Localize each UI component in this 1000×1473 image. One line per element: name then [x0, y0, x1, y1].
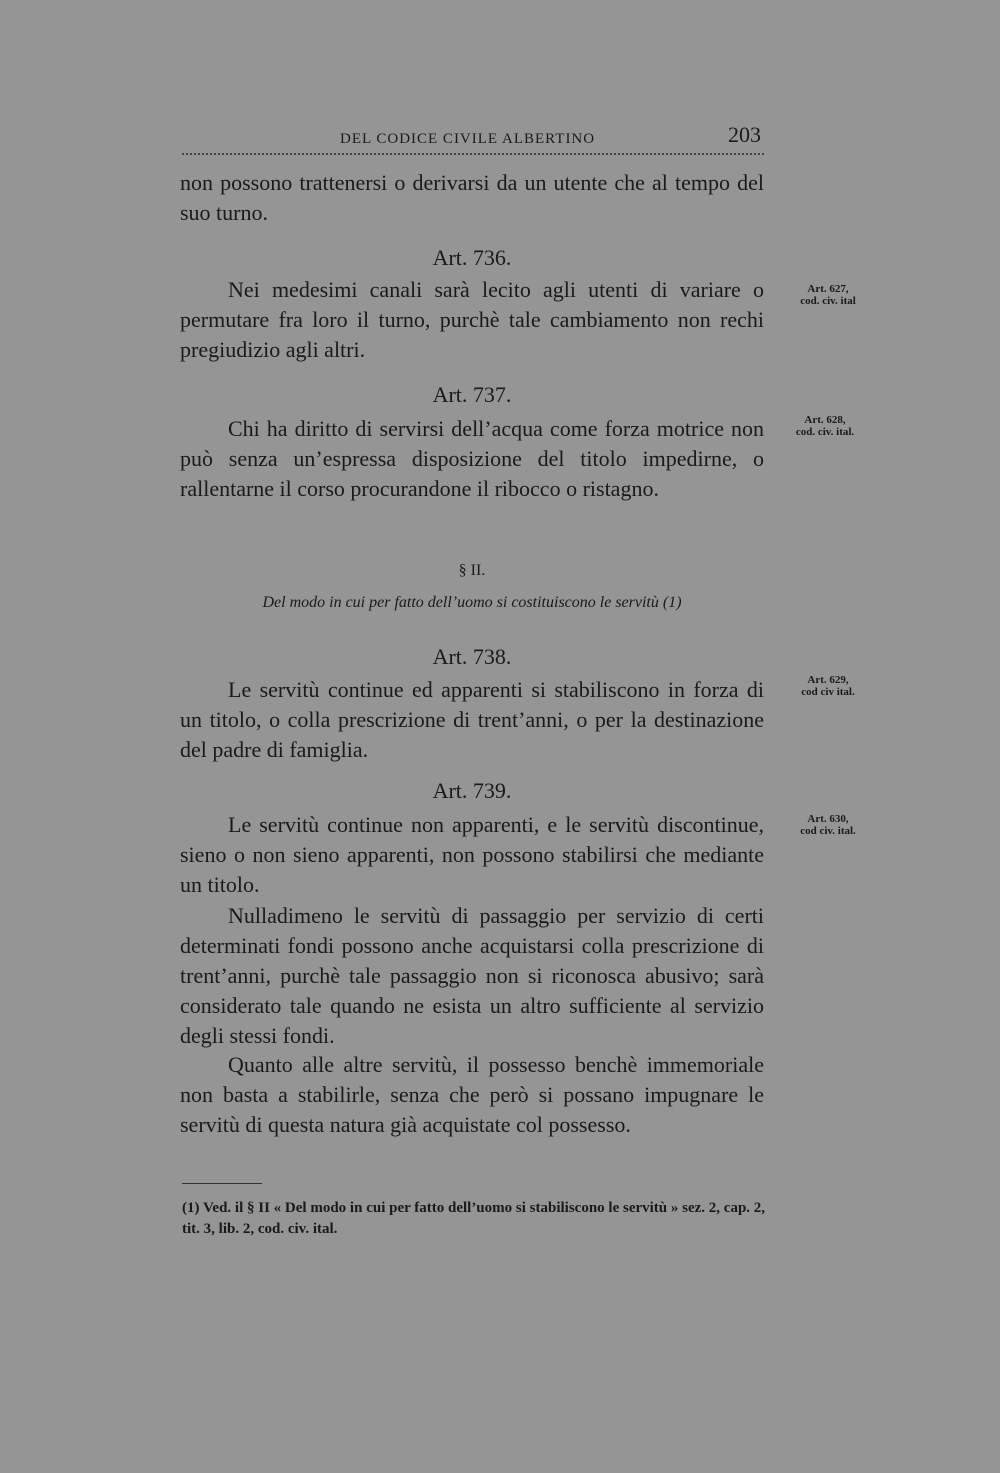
margin-note-line: cod. civ. ital. [795, 426, 855, 438]
margin-note-art-630 [778, 813, 878, 837]
header-divider [182, 153, 764, 155]
section-title: Del modo in cui per fatto dell’uomo si costituiscono le servitù (1) [262, 594, 682, 611]
section-mark: § II. [458, 562, 486, 579]
page-number: 203 [728, 122, 761, 147]
paragraph-art-739-b: Nulladimeno le servitù di passaggio per servizio di certi determinati fondi possono anche acquistarsi colla prescrizione di trent’anni, purchè tale passaggio non si riconosca abusivo; sarà considerato tale quando ne esista un altro sufficiente al servizio degli stessi fondi. [180, 903, 764, 1048]
article-heading-736: Art. 736. [432, 245, 512, 270]
margin-note-art-629 [778, 674, 878, 698]
running-header: DEL CODICE CIVILE ALBERTINO [340, 131, 596, 147]
article-heading-737: Art. 737. [432, 382, 512, 407]
article-heading-738: Art. 738. [432, 644, 512, 669]
margin-note-line: cod civ. ital. [800, 825, 856, 837]
paragraph-art-737: Chi ha diritto di servirsi dell’acqua come forza motrice non può senza un’espressa disposizione del titolo impedirne, o rallentarne il corso procurandone il ribocco o ristagno. [180, 416, 764, 501]
margin-note-art-627 [778, 283, 878, 307]
paragraph-art-739-c: Quanto alle altre servitù, il possesso benchè immemoriale non basta a stabilirle, senza che però si possano impugnare le servitù di questa natura già acquistate col possesso. [180, 1052, 764, 1137]
margin-note-line: Art. 630, [807, 813, 849, 825]
margin-note-line: Art. 627, [807, 283, 849, 295]
paragraph-art-736: Nei medesimi canali sarà lecito agli utenti di variare o permutare fra loro il turno, purchè tale cambiamento non rechi pregiudizio agli altri. [180, 277, 764, 362]
footnote: (1) Ved. il § II « Del modo in cui per fatto dell’uomo si stabiliscono le servitù » sez. 2, cap. 2, tit. 3, lib. 2, cod. civ. ital. [182, 1200, 766, 1237]
margin-note-line: Art. 629, [807, 674, 849, 686]
paragraph-continuation: non possono trattenersi o derivarsi da un utente che al tempo del suo turno. [180, 170, 764, 225]
margin-note-line: Art. 628, [804, 414, 846, 426]
paragraph-art-738: Le servitù continue ed apparenti si stabiliscono in forza di un titolo, o colla prescrizione di trent’anni, o per la destinazione del padre di famiglia. [180, 677, 764, 762]
footnote-divider [182, 1183, 262, 1184]
article-heading-739: Art. 739. [432, 778, 512, 803]
margin-note-line: cod. civ. ital [800, 295, 856, 307]
margin-note-art-628 [775, 414, 875, 438]
paragraph-art-739-a: Le servitù continue non apparenti, e le servitù discontinue, sieno o non sieno apparenti, non possono stabilirsi che mediante un titolo. [180, 812, 764, 897]
margin-note-line: cod civ ital. [801, 686, 855, 698]
